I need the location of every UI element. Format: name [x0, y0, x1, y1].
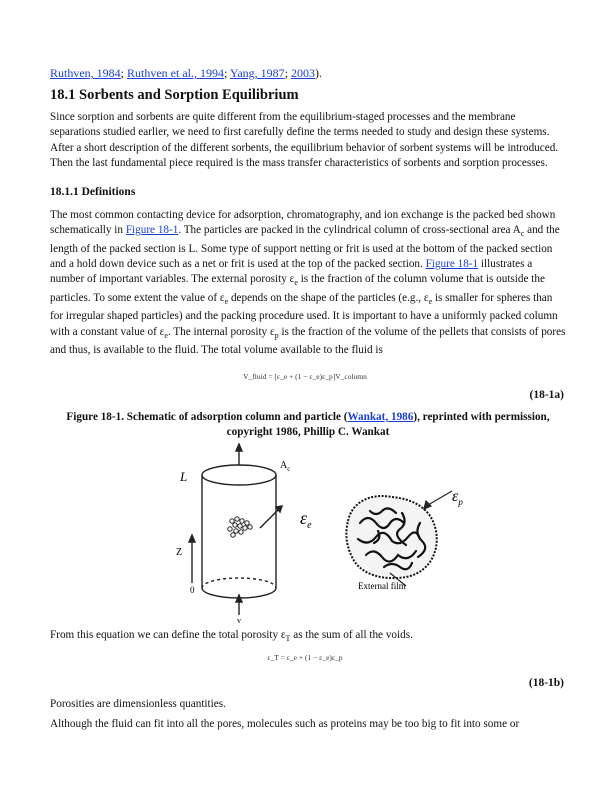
- label-external-film: External film: [358, 581, 406, 591]
- porosity-note: Porosities are dimensionless quantities.: [50, 698, 226, 710]
- subsection-title: 18.1.1 Definitions: [50, 186, 136, 198]
- definitions-paragraph: The most common contacting device for adsorption, chromatography, and ion exchange is the packed bed shown schematically in Figure 18-1. The particles are packed in the cylindrical column of cross-sectional area $A_c$ and the length of the packed section is L. Some type of support netting or frit is used at the bottom of the packed section and a hold down device such as a net or frit is used at the top of the packed section. Figure 18-1 illustrates a number of important variables. The external porosity $\varepsilon_e$ is the fraction of the column volume that is outside the particles. To some extent the value of $\varepsilon_e$ depends on the shape of the particles (e.g., $\varepsilon_e$ is smaller for spheres than for irregular shaped particles) and the packing procedure used. It is important to have a uniformly packed column with a constant value of $\varepsilon_e$. The internal porosity $\varepsilon_p$ is the fraction of the volume of the pellets that consists of pores and thus, is available to the fluid. The total volume available to the fluid is: [50, 209, 566, 357]
- caption-ref-link[interactable]: Wankat, 1986: [347, 411, 414, 423]
- references-line: Ruthven, 1984; Ruthven et al., 1994; Yang, 1987; 2003).: [50, 66, 323, 80]
- label-Ac: $A_c$: [280, 460, 291, 473]
- column-drawing: [189, 444, 282, 615]
- label-L: L: [180, 469, 188, 484]
- total-porosity-paragraph: From this equation we can define the total porosity $\varepsilon_T$ as the sum of all the voids.: [50, 629, 413, 644]
- ref-link-ruthven-1994[interactable]: Ruthven et al., 1994: [127, 66, 224, 80]
- label-eps-e: $\varepsilon_e$: [300, 508, 312, 531]
- proteins-paragraph: Although the fluid can fit into all the pores, molecules such as proteins may be too big to fit into some or: [50, 718, 520, 730]
- section-title: 18.1 Sorbents and Sorption Equilibrium: [50, 87, 299, 103]
- figure-18-1-illustration: [170, 443, 470, 623]
- label-Z: Z: [176, 547, 183, 558]
- equation-number-18-1a: (18-1a): [529, 389, 564, 401]
- figure-link[interactable]: Figure 18-1: [125, 224, 179, 237]
- label-eps-p: $\varepsilon_p$: [452, 488, 463, 507]
- packed-particles: [228, 517, 252, 537]
- figure-caption: Figure 18-1. Schematic of adsorption column and particle (Wankat, 1986), reprinted with permission, copyright 1986, Phillip C. Wankat: [66, 411, 550, 438]
- ref-link-yang-1987[interactable]: Yang, 1987: [229, 66, 285, 80]
- ref-link-2003[interactable]: 2003: [291, 66, 316, 80]
- equation-number-18-1b: (18-1b): [528, 677, 564, 689]
- label-zero: 0: [190, 585, 195, 595]
- label-v: v: [237, 616, 241, 623]
- equation-18-1a: V_fluid = [ε_e + (1 − ε_e)ε_p]V_column: [243, 372, 367, 381]
- ref-link-ruthven-1984[interactable]: Ruthven, 1984: [50, 66, 121, 80]
- equation-18-1b: ε_T = ε_e + (1 − ε_e)ε_p: [267, 653, 343, 662]
- pellet-drawing: [346, 496, 436, 578]
- figure-link-2[interactable]: Figure 18-1: [425, 258, 479, 271]
- intro-paragraph: Since sorption and sorbents are quite different from the equilibrium-staged processes and the membrane separations studied earlier, we need to first carefully define the terms needed to study and design these systems. After a short description of the different sorbents, the equilibrium behavior of sorbent systems will be introduced. Then the last fundamental piece required is the mass transfer characteristics of sorbents and sorption processes.: [50, 111, 559, 169]
